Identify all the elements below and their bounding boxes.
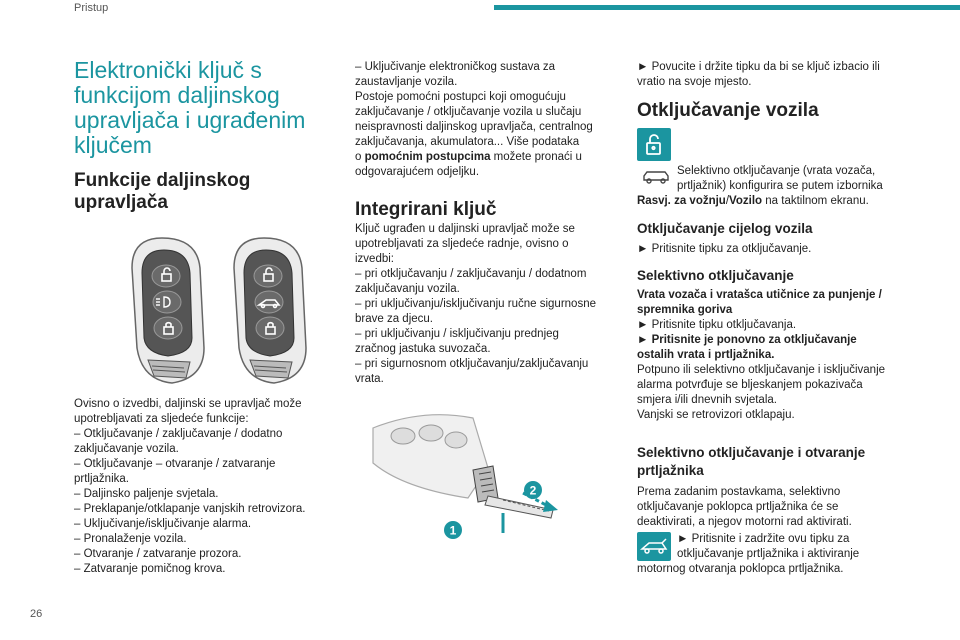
page-title: Elektronički ključ s funkcijom daljinskog upravljača i ugrađenim ključem [74, 57, 306, 158]
callout-1-label: 1 [449, 523, 457, 538]
section-heading-integrated-key: Integrirani ključ [355, 199, 497, 220]
backup-procedures-text: – Uključivanje elektroničkog sustava za zaustavljanje vozila. Postoje pomoćni postupci koji omogućuju zaključavanje / otključavanje vozila u slučaju neispravnosti daljinskog upravljača, centralnog zaključavanja, akumulatora... Više podataka o pomoćnim postupcima možete pronaći u odgovarajućem odjeljku. [355, 61, 593, 178]
trunk-settings-text: Prema zadanim postavkama, selektivno otključavanje poklopca prtljažnika će se deaktivirati, a njegov motorni rad aktivirati. [637, 486, 852, 528]
backup-procedures-link: pomoćnim postupcima [364, 151, 491, 163]
key-extraction-illustration [363, 408, 578, 548]
heading-unlock-whole-vehicle: Otključavanje cijelog vozila [637, 221, 813, 236]
unlock-whole-text: ► Pritisnite tipku za otključavanje. [637, 243, 812, 255]
remote-functions-text: Ovisno o izvedbi, daljinski se upravljač može upotrebljavati za sljedeće funkcije: – Otključavanje / zaključavanje / dodatno zaključavanje vozila. – Otključavanje – otvaranje / zatvaranje prtljažnika. – Daljinsko paljenje svjetala. – Preklapanje/otklapanje vanjskih retrovizora. – Uključivanje/isključivanje alarma. – Pronalaženje vozila. – Otvaranje / zatvaranje prozora. – Zatvaranje pomičnog krova. [74, 398, 306, 575]
selective-unlocking-note: Selektivno otključavanje (vrata vozača, prtljažnik) konfigurira se putem izbornika Rasvj. za vožnju/Vozilo na taktilnom ekranu. [637, 165, 883, 207]
trunk-instruction-text: ► Pritisnite i zadržite ovu tipku za otključavanje prtljažnika i aktiviranje motornog otvaranja poklopca prtljažnika. [637, 533, 860, 575]
backup-procedures-line: o pomoćnim postupcima možete pronaći u [355, 151, 582, 163]
remote-keys-illustration [112, 228, 332, 390]
header-accent-bar [494, 5, 960, 10]
section-header: Pristup [74, 2, 109, 14]
page-number: 26 [30, 608, 43, 620]
remote-key-left [132, 238, 204, 383]
integrated-key-text: Ključ ugrađen u daljinski upravljač može se upotrebljavati za sljedeće radnje, ovisno o izvedbi: – pri otključavanju / zaključavanju / dodatnom zaključavanju vozila. – pri uključivanju/isključivanju ručne sigurnosne brave za djecu. – pri uključivanju / isključivanju prednjeg zračnog jastuka suvozača. – pri sigurnosnom otključavanju/zaključavanju vrata. [355, 223, 596, 385]
heading-selective-trunk: Selektivno otključavanje i otvaranje prtljažnika [637, 445, 866, 478]
section-heading-remote-functions: Funkcije daljinskog upravljača [74, 170, 251, 213]
unlock-icon [637, 128, 671, 161]
callout-2-label: 2 [529, 483, 537, 498]
heading-selective-unlocking: Selektivno otključavanje [637, 268, 794, 283]
section-heading-unlocking: Otključavanje vozila [637, 100, 819, 121]
remote-key-right [234, 238, 306, 383]
key-release-text: ► Povucite i držite tipku da bi se ključ izbacio ili vratio na svoje mjesto. [637, 61, 880, 88]
selective-unlocking-text: Vrata vozača i vratašca utičnice za punjenje / spremnika goriva ► Pritisnite tipku otključavanja. ► Pritisnite je ponovno za otključavanje ostalih vrata i prtljažnika. Potpuno ili selektivno otključavanje i isključivanje alarma potvrđuje se bljeskanjem pokazivača smjera i/ili dnevnih svjetala. Vanjski se retrovizori otklapaju. [637, 289, 886, 421]
